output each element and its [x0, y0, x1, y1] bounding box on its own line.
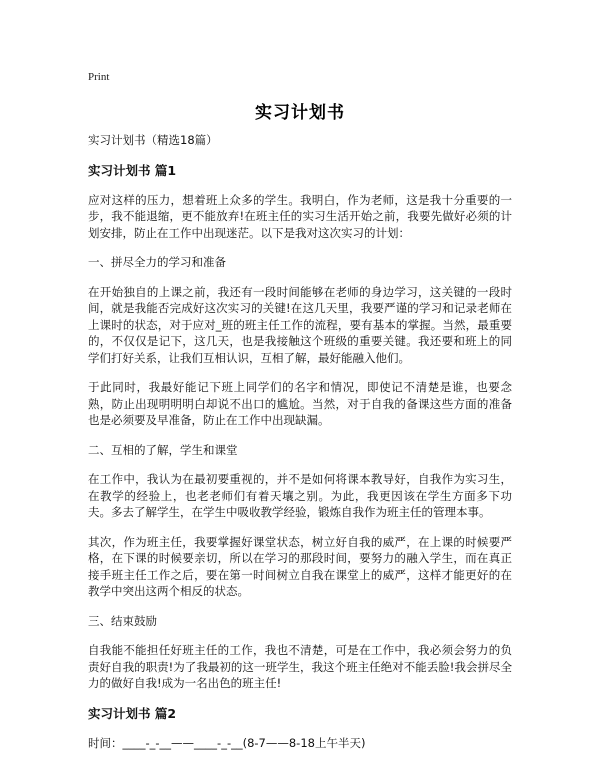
paragraph: 在开始独自的上课之前，我还有一段时间能够在老师的身边学习，这关键的一段时间，就是我能否完成好这次实习的关键!在这几天里，我要严谨的学习和记录老师在上课时的状态，对于应对_班的班主任工作的流程，要有基本的掌握。当然，最重要的，不仅仅是记下，这几天，也是我接触这个班级的重要关键。我还要和班上的同学们打好关系，让我们互相认识，互相了解，最好能融入他们。 [88, 284, 512, 365]
paragraph: 时间：____-_-__——____-_-__(8-7——8-18上午半天) [88, 735, 366, 750]
section-heading: 实习计划书 篇1 [88, 162, 177, 178]
document-body [88, 132, 512, 764]
page-title: 实习计划书 [255, 103, 345, 123]
paragraph: 在工作中，我认为在最初要重视的，并不是如何将课本教导好，自我作为实习生，在教学的经验上，也老老师们有着天壤之别。为此，我更因该在学生方面多下功夫。多去了解学生，在学生中吸收教学经验，锻炼自我作为班主任的管理本事。 [88, 472, 512, 519]
paragraph: 应对这样的压力，想着班上众多的学生。我明白，作为老师，这是我十分重要的一步，我不能退缩，更不能放弃!在班主任的实习生活开始之前，我要先做好必须的计划安排，防止在工作中出现迷茫。以下是我对这次实习的计划： [88, 192, 512, 240]
paragraph: 其次，作为班主任，我要掌握好课堂状态，树立好自我的威严，在上课的时候要严格，在下课的时候要亲切，所以在学习的那段时间，要努力的融入学生，而在真正接手班主任工作之后，要在第一时间树立自我在课堂上的威严，这样才能更好的在教学中突出这两个相反的状态。 [88, 534, 512, 598]
subsection-heading: 一、拼尽全力的学习和准备 [88, 255, 226, 269]
print-link[interactable]: Print [88, 71, 110, 83]
document-subtitle: 实习计划书（精选18篇） [88, 133, 218, 147]
subsection-heading: 三、结束鼓励 [88, 613, 157, 628]
subsection-heading: 二、互相的了解，学生和课堂 [88, 442, 238, 457]
paragraph: 于此同时，我最好能记下班上同学们的名字和情况，即使记不清楚是谁，也要念熟，防止出现明明明白却说不出口的尴尬。当然，对于自我的备课这些方面的准备也是必须要及早准备，防止在工作中出现缺漏。 [88, 380, 512, 427]
paragraph: 自我能不能担任好班主任的工作，我也不清楚，可是在工作中，我必须会努力的负责好自我的职责!为了我最初的这一班学生，我这个班主任绝对不能丢脸!我会拼尽全力的做好自我!成为一名出色的班主任! [88, 643, 512, 690]
section-heading: 实习计划书 篇2 [88, 705, 177, 721]
